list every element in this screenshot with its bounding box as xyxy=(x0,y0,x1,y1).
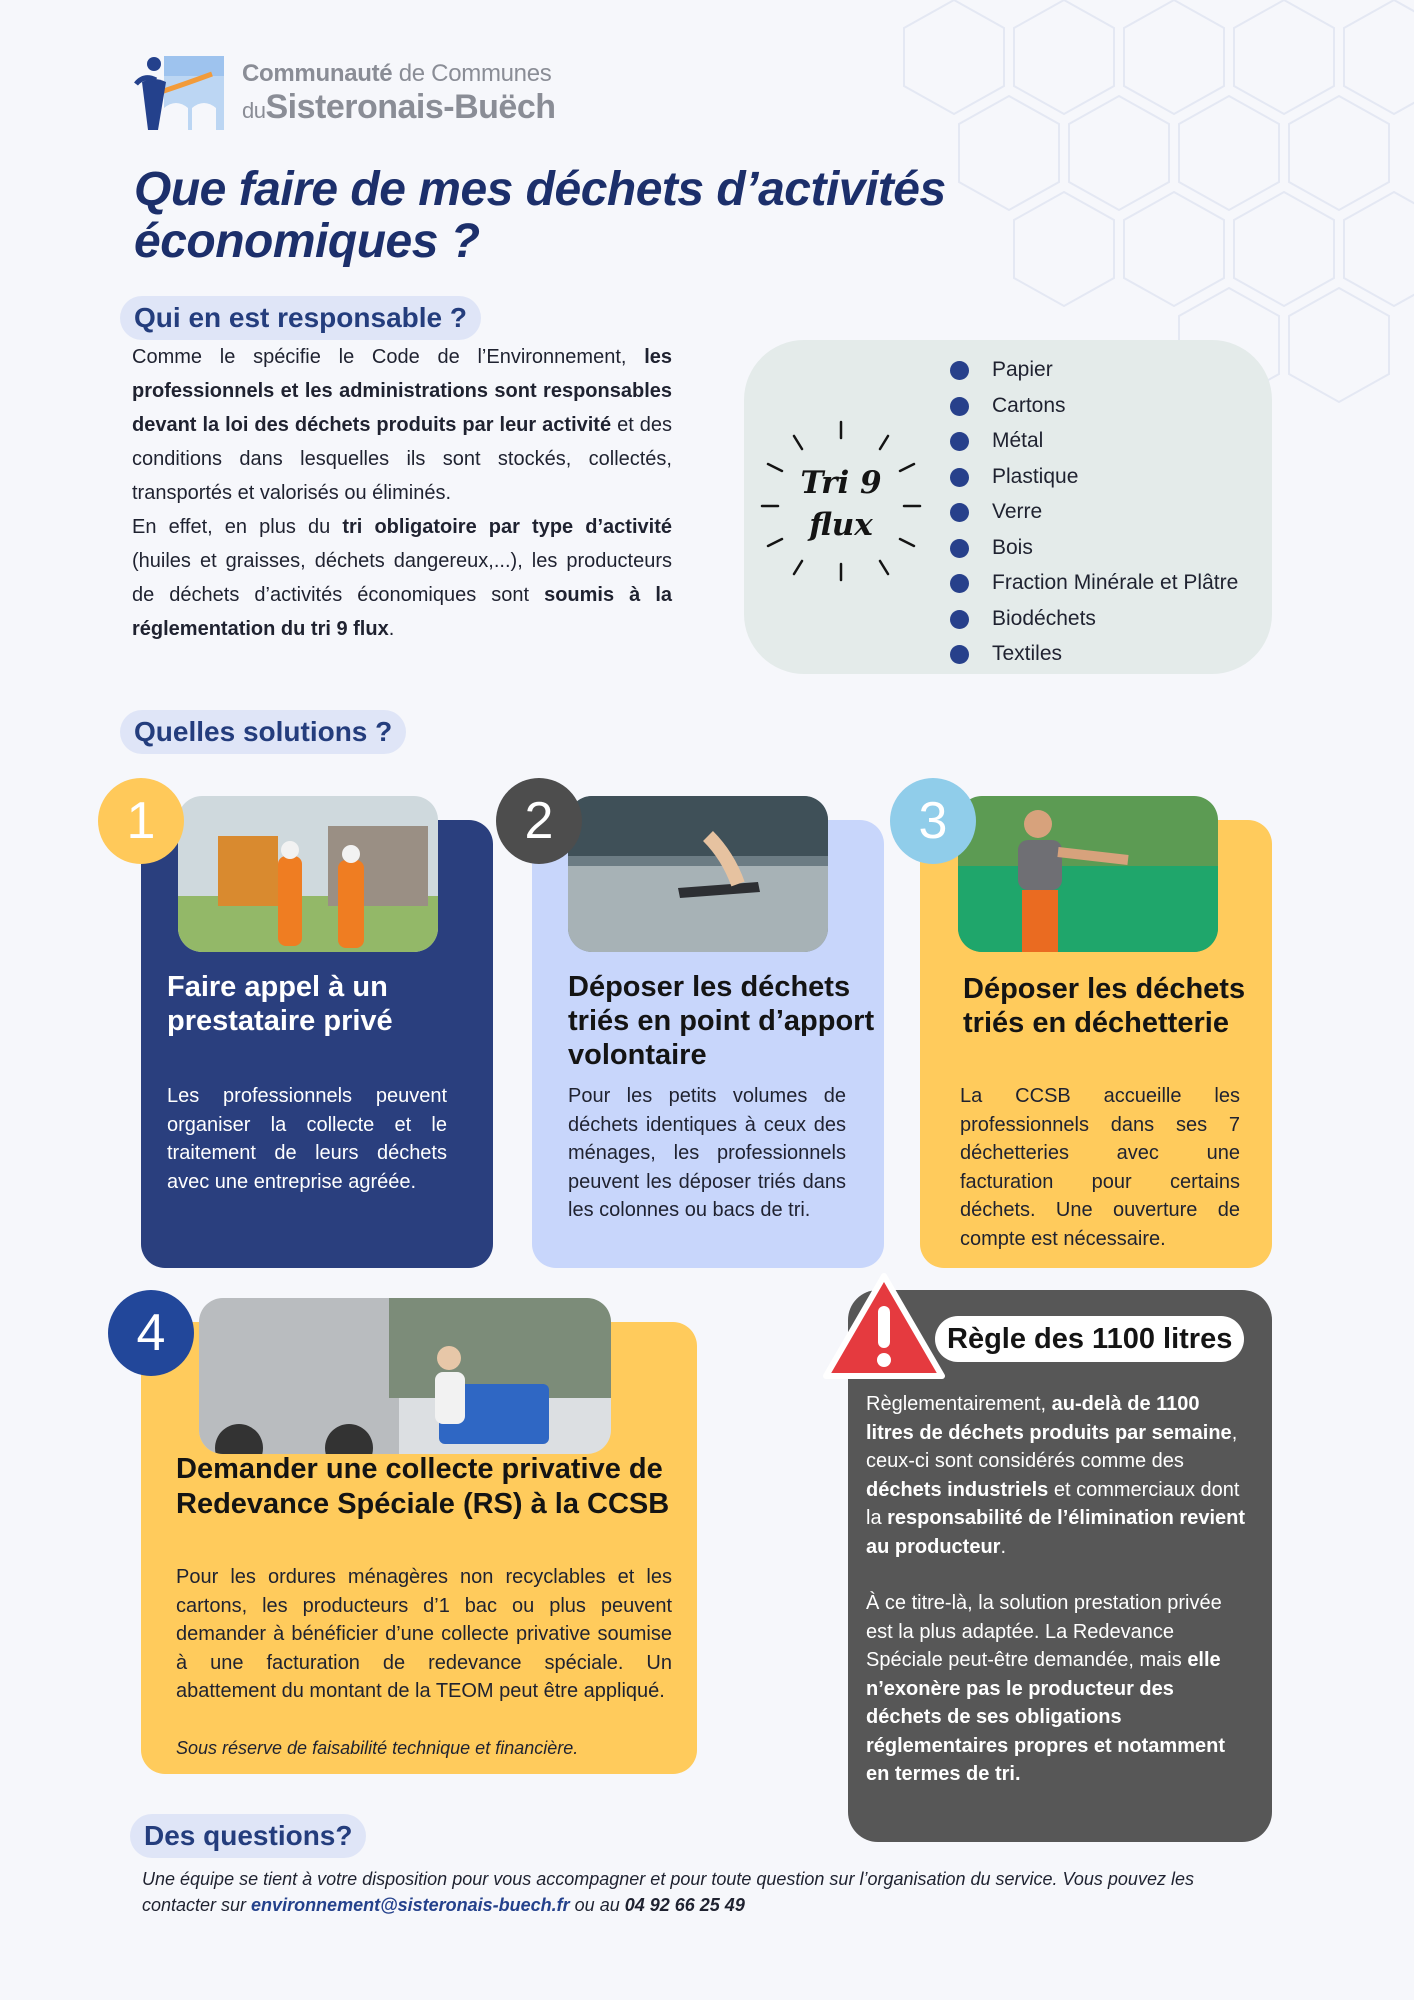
flux-item-label: Fraction Minérale et Plâtre xyxy=(992,571,1239,594)
bullet-dot-icon xyxy=(950,503,969,522)
rule-title: Règle des 1100 litres xyxy=(935,1316,1244,1362)
rule-p1-bold-1: au-delà de 1100 litres de déchets produits par semaine xyxy=(866,1393,1232,1444)
responsable-p2-e: . xyxy=(388,618,395,640)
bullet-dot-icon xyxy=(950,397,969,416)
flux-item-label: Plastique xyxy=(992,464,1079,488)
responsable-text xyxy=(132,340,672,646)
bullet-dot-icon xyxy=(950,432,969,451)
tri-9-flux-label-line2: flux xyxy=(809,507,873,543)
responsable-p1-bold: les professionnels et les administrations sont responsables devant la loi des déchets produits par leur activité xyxy=(132,346,672,436)
rule-p1-bold-2: déchets industriels xyxy=(866,1478,1049,1501)
list-item xyxy=(950,494,1238,530)
responsable-p2-c: (huiles et graisses, déchets dangereux,...), les producteurs de déchets d’activités économiques sont xyxy=(132,550,672,606)
flux-item-label: Verre xyxy=(992,500,1043,523)
title-line1: Que faire de mes déchets d’activités xyxy=(134,163,946,216)
responsable-p1-a: Comme le spécifie le Code de l’Environnement, xyxy=(132,346,645,368)
responsable-p2-bold-1: tri obligatoire par type d’activité xyxy=(342,516,672,538)
section-heading-responsable: Qui en est responsable ? xyxy=(120,296,481,340)
list-item xyxy=(950,459,1238,495)
rule-text xyxy=(866,1390,1252,1817)
solution-title: Demander une collecte privative de Redevance Spéciale (RS) à la CCSB xyxy=(176,1453,670,1520)
title-line2: économiques ? xyxy=(134,215,480,268)
list-item xyxy=(950,636,1238,672)
logo-line1-rest: de Communes xyxy=(392,60,552,87)
rule-p1-bold-3: responsabilité de l’élimination revient au producteur xyxy=(866,1507,1245,1558)
solution-text: Pour les petits volumes de déchets identiques à ceux des ménages, les professionnels peuvent les déposer triés dans les colonnes ou bacs de tri. xyxy=(568,1085,846,1221)
responsable-paragraph-2 xyxy=(132,510,672,646)
solution-note: Sous réserve de faisabilité technique et financière. xyxy=(176,1738,579,1758)
contact-text-b: ou au xyxy=(569,1895,625,1915)
flux-item-label: Papier xyxy=(992,358,1053,381)
solution-number-badge: 3 xyxy=(890,778,976,864)
solution-text: Pour les ordures ménagères non recyclables et les cartons, les producteurs d’1 bac ou plus peuvent demander à bénéficier d’une collecte privative soumise à une facturation de redevance spéciale. Un abattement du montant de la TEOM peut être appliqué. xyxy=(176,1566,672,1702)
flux-item-label: Bois xyxy=(992,535,1033,559)
responsable-paragraph-1 xyxy=(132,340,672,510)
solution-title: Déposer les déchets triés en déchetterie xyxy=(963,973,1246,1039)
contact-text xyxy=(142,1866,1272,1918)
flux-item-label: Biodéchets xyxy=(992,606,1096,630)
solution-title: Déposer les déchets triés en point d’apport volontaire xyxy=(568,971,875,1071)
logo-line2-du: du xyxy=(242,98,266,123)
photo-workers-site xyxy=(178,796,438,952)
list-item xyxy=(950,388,1238,424)
photo-recycling-center xyxy=(958,796,1218,952)
solution-number-badge: 4 xyxy=(108,1290,194,1376)
logo-wordmark xyxy=(242,62,556,124)
ccsb-logo xyxy=(134,52,564,138)
solution-text: La CCSB accueille les professionnels dans ses 7 déchetteries avec une facturation pour certains déchets. Une ouverture de compte est nécessaire. xyxy=(960,1085,1240,1250)
contact-text-a: Une équipe se tient à votre disposition pour vous accompagner et pour toute question sur l’organisation du service. Vous pouvez les contacter sur xyxy=(142,1869,1194,1915)
section-heading-questions: Des questions? xyxy=(130,1814,366,1858)
rule-p1-g: . xyxy=(1000,1535,1007,1558)
responsable-p1-c: et des conditions dans lesquelles ils sont stockés, collectés, transportés et valorisés ou éliminés. xyxy=(132,414,672,504)
bullet-dot-icon xyxy=(950,361,969,380)
solution-number-badge: 1 xyxy=(98,778,184,864)
rule-p1-c: , ceux-ci sont considérés comme des xyxy=(866,1421,1238,1472)
list-item xyxy=(950,530,1238,566)
rule-p2-bold: elle n’exonère pas le producteur des déchets de ses obligations réglementaires propres et notamment en termes de tri. xyxy=(866,1649,1225,1785)
contact-phone[interactable]: 04 92 66 25 49 xyxy=(624,1895,745,1915)
responsable-p2-bold-2: soumis à la réglementation du tri 9 flux xyxy=(132,584,672,640)
responsable-p2-a: En effet, en plus du xyxy=(132,516,343,538)
section-heading-solutions: Quelles solutions ? xyxy=(120,710,406,754)
list-item xyxy=(950,352,1238,388)
page-title xyxy=(134,164,1034,268)
logo-mark-icon xyxy=(134,52,224,134)
flux-item-label: Cartons xyxy=(992,393,1066,417)
solution-number-badge: 2 xyxy=(496,778,582,864)
list-item xyxy=(950,565,1238,601)
photo-deposit-bin xyxy=(568,796,828,952)
rule-p1-e: et commerciaux dont la xyxy=(866,1478,1240,1529)
rule-p2-a: À ce titre-là, la solution prestation privée est la plus adaptée. La Redevance Spéciale peut-être demandée, mais xyxy=(866,1592,1222,1671)
flux-item-label: Textiles xyxy=(992,642,1063,665)
list-item xyxy=(950,423,1238,459)
flux-item-label: Métal xyxy=(992,429,1044,452)
list-item xyxy=(950,601,1238,637)
tri-9-flux-label xyxy=(786,462,896,546)
bullet-dot-icon xyxy=(950,574,969,593)
flux-list xyxy=(950,352,1238,672)
logo-line1-bold: Communauté xyxy=(242,60,393,87)
solution-text: Les professionnels peuvent organiser la collecte et le traitement de leurs déchets avec une entreprise agréée. xyxy=(167,1085,447,1193)
rule-paragraph-2 xyxy=(866,1589,1252,1789)
solution-title: Faire appel à un prestataire privé xyxy=(167,971,393,1037)
bullet-dot-icon xyxy=(950,610,969,629)
rule-p1-a: Règlementairement, xyxy=(866,1393,1052,1415)
contact-email-link[interactable]: environnement@sisteronais-buech.fr xyxy=(251,1895,570,1915)
tri-9-flux-label-line1: Tri 9 xyxy=(800,465,882,501)
rule-paragraph-1 xyxy=(866,1390,1252,1561)
warning-icon xyxy=(820,1270,948,1384)
bullet-dot-icon xyxy=(950,645,969,664)
logo-line2-bold: Sisteronais-Buëch xyxy=(265,88,556,126)
bullet-dot-icon xyxy=(950,468,969,487)
photo-collection-truck xyxy=(199,1298,611,1454)
bullet-dot-icon xyxy=(950,539,969,558)
